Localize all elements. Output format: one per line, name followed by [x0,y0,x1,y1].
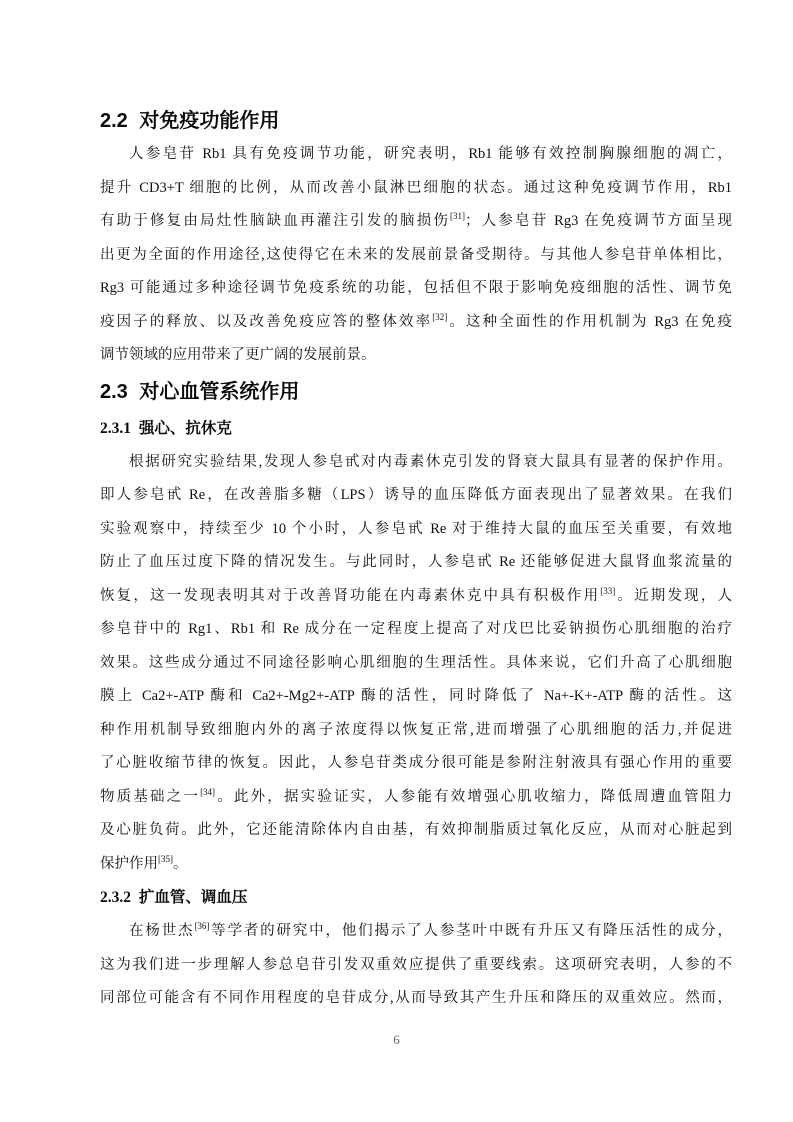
body-line: 这为我们进一步理解人参总皂苷引发双重效应提供了重要线索。这项研究表明，人参的不 [100,956,732,973]
paragraph-immune [100,138,732,373]
paragraph-vasodilation [100,915,732,1016]
paragraph-cardiotonic [100,446,732,882]
body-line: 物质基础之一[34]。此外，据实验证实，人参能有效增强心肌收缩力，降低周遭血管阻力 [100,786,732,805]
body-line: 防止了血压过度下降的情况发生。与此同时，人参皂甙 Re 还能够促进大鼠肾血浆流量的 [100,554,732,570]
body-line: 实验观察中，持续至少 10 个小时，人参皂甙 Re 对于维持大鼠的血压至关重要，有效地 [100,520,732,537]
body-line: 即人参皂甙 Re，在改善脂多糖（LPS）诱导的血压降低方面表现出了显著效果。在我们 [100,487,732,503]
page-number: 6 [393,1032,400,1047]
body-line: 在杨世杰[36]等学者的研究中，他们揭示了人参茎叶中既有升压又有降压活性的成分， [129,921,732,939]
body-line: 人参皂苷 Rb1 具有免疫调节功能，研究表明，Rb1 能够有效控制胸腺细胞的凋亡， [129,146,732,162]
body-line: 疫因子的释放、以及改善免疫应答的整体效率[32]。这种全面性的作用机制为 Rg3 在免疫 [100,311,732,330]
body-line: 种作用机制导致细胞内外的离子浓度得以恢复正常,进而增强了心肌细胞的活力,并促进 [100,721,732,738]
body-line: 有助于修复由局灶性脑缺血再灌注引发的脑损伤[31]；人参皂苷 Rg3 在免疫调节方面呈现 [100,211,732,229]
page-content [100,104,732,1016]
body-line: 及心脏负荷。此外，它还能清除体内自由基，有效抑制脂质过氧化反应，从而对心脏起到 [100,822,732,838]
subsection-heading-2-3-2: 2.3.2 扩血管、调血压 [100,889,248,906]
citation-ref: [36] [194,921,210,932]
subsection-heading-2-3-1: 2.3.1 强心、抗休克 [100,419,232,437]
body-line: 调节领域的应用带来了更广阔的发展前景。 [100,347,376,363]
section-heading-2-2: 2.2 对免疫功能作用 [100,110,280,132]
body-line: 了心脏收缩节律的恢复。因此，人参皂苷类成分很可能是参附注射液具有强心作用的重要 [100,755,732,771]
body-line: 参皂苷中的 Rg1、Rb1 和 Re 成分在一定程度上提高了对戊巴比妥钠损伤心肌细胞的治疗 [100,621,732,637]
body-line: 保护作用[35]。 [100,853,188,872]
body-line: 根据研究实验结果,发现人参皂甙对内毒素休克引发的肾衰大鼠具有显著的保护作用。 [129,453,732,470]
body-line: 出更为全面的作用途径,这使得它在未来的发展前景备受期待。与其他人参皂苷单体相比， [100,246,732,263]
body-line: 恢复，这一发现表明其对于改善肾功能在内毒素休克中具有积极作用[33]。近期发现，人 [100,585,732,604]
body-line: 同部位可能含有不同作用程度的皂苷成分,从而导致其产生升压和降压的双重效应。然而， [100,990,732,1006]
citation-ref: [31] [450,211,466,222]
body-line: Rg3 可能通过多种途径调节免疫系统的功能，包括但不限于影响免疫细胞的活性、调节免 [100,280,732,296]
body-line: 膜上 Ca2+-ATP 酶和 Ca2+-Mg2+-ATP 酶的活性，同时降低了 Na+-K+-ATP 酶的活性。这 [100,688,732,704]
section-heading-2-3: 2.3 对心血管系统作用 [100,380,300,403]
body-line: 效果。这些成分通过不同途径影响心肌细胞的生理活性。具体来说，它们升高了心肌细胞 [100,654,732,671]
citation-ref: [35] [158,853,173,864]
citation-ref: [34] [200,786,216,797]
citation-ref: [33] [600,585,616,596]
body-line: 提升 CD3+T 细胞的比例，从而改善小鼠淋巴细胞的状态。通过这种免疫调节作用，Rb1 [100,179,732,196]
citation-ref: [32] [432,311,448,322]
